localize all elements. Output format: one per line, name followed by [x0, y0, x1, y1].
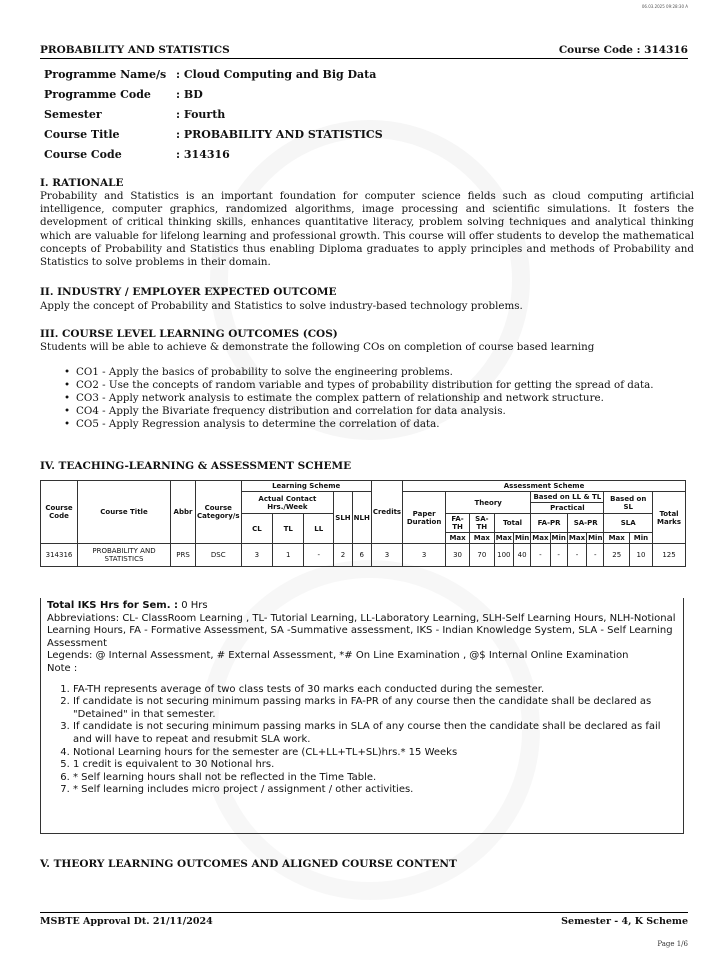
- info-row: [44, 124, 383, 144]
- info-row: [44, 64, 383, 84]
- table-cell: 2: [334, 544, 352, 567]
- list-item: 3. If candidate is not securing minimum passing marks in SLA of any course then the candidate shall be declared as fail and will have to repeat and resubmit SLA work.: [73, 721, 681, 746]
- info-key: Course Code: [44, 147, 122, 161]
- list-item: • CO1 - Apply the basics of probability to solve the engineering problems.: [64, 366, 694, 379]
- info-row: [44, 144, 383, 164]
- col-header: SLH: [334, 492, 352, 544]
- section5-heading: V. THEORY LEARNING OUTCOMES AND ALIGNED COURSE CONTENT: [40, 858, 457, 870]
- list-item: 2. If candidate is not securing minimum passing marks in FA-PR of any course then the candidate shall be declared as "Detained" in that semester.: [73, 696, 681, 721]
- iks-value: 0 Hrs: [178, 600, 208, 611]
- header-title: PROBABILITY AND STATISTICS: [40, 44, 230, 56]
- col-header: Max: [469, 533, 494, 544]
- table-cell: -: [531, 544, 550, 567]
- list-item: 7. * Self learning includes micro project / assignment / other activities.: [73, 784, 681, 797]
- info-key: Semester: [44, 107, 102, 121]
- footer-semester: Semester - 4, K Scheme: [561, 916, 688, 927]
- scheme-heading: IV. TEACHING-LEARNING & ASSESSMENT SCHEME: [40, 460, 352, 472]
- table-cell: DSC: [196, 544, 242, 567]
- table-cell: 25: [604, 544, 629, 567]
- table-cell: 3: [371, 544, 402, 567]
- col-header: Min: [514, 534, 530, 542]
- list-item: 1. FA-TH represents average of two class tests of 30 marks each conducted during the semester.: [73, 684, 681, 697]
- legends: Legends: @ Internal Assessment, # External Assessment, *# On Line Examination , @$ Internal Online Examination: [47, 650, 629, 662]
- note-label: Note :: [47, 662, 78, 674]
- col-header: Actual Contact Hrs./Week: [241, 492, 334, 514]
- col-header: Min: [629, 533, 652, 544]
- info-value: : Fourth: [176, 107, 226, 121]
- table-row: [41, 544, 686, 567]
- col-header: CL: [241, 514, 273, 544]
- col-header: FA-PR: [531, 514, 568, 533]
- info-value: : PROBABILITY AND STATISTICS: [176, 127, 383, 141]
- col-header: Theory: [446, 492, 531, 514]
- list-item: • CO3 - Apply network analysis to estimate the complex pattern of relationship and network structure.: [64, 392, 694, 405]
- list-item: 6. * Self learning hours shall not be reflected in the Time Table.: [73, 772, 681, 785]
- info-key: Course Title: [44, 127, 120, 141]
- table-cell: 3: [403, 544, 446, 567]
- table-cell: 10: [629, 544, 652, 567]
- table-cell: 125: [653, 544, 686, 567]
- col-header: Max: [446, 533, 470, 544]
- table-cell: 6: [352, 544, 371, 567]
- col-header: Assessment Scheme: [403, 481, 686, 492]
- table-cell: 314316: [41, 544, 78, 567]
- timestamp: 06.03.2025 09:28:30 A: [641, 4, 688, 9]
- col-header: Max: [532, 534, 549, 542]
- list-item: • CO5 - Apply Regression analysis to determine the correlation of data.: [64, 418, 694, 431]
- col-header: SA-TH: [469, 514, 494, 533]
- col-header: Max: [604, 533, 629, 544]
- page-footer: [40, 912, 688, 927]
- col-header: NLH: [352, 492, 371, 544]
- notes-list: [47, 684, 681, 797]
- col-header: Total: [494, 514, 531, 533]
- col-header: Max: [495, 534, 512, 542]
- col-header: Learning Scheme: [241, 481, 371, 492]
- cos-heading: III. COURSE LEVEL LEARNING OUTCOMES (COS): [40, 328, 338, 340]
- col-header: SLA: [604, 514, 653, 533]
- table-cell: PRS: [171, 544, 196, 567]
- footer-approval: MSBTE Approval Dt. 21/11/2024: [40, 916, 213, 927]
- list-item: • CO4 - Apply the Bivariate frequency distribution and correlation for data analysis.: [64, 405, 694, 418]
- col-header: FA-TH: [446, 514, 470, 533]
- info-row: [44, 84, 383, 104]
- info-key: Programme Code: [44, 87, 151, 101]
- course-info-table: [44, 64, 383, 164]
- header-course-code: Course Code : 314316: [558, 44, 688, 56]
- list-item: 4. Notional Learning hours for the semester are (CL+LL+TL+SL)hrs.* 15 Weeks: [73, 747, 681, 760]
- col-header: Min: [588, 534, 603, 542]
- info-value: : BD: [176, 87, 203, 101]
- rationale-heading: I. RATIONALE: [40, 177, 124, 189]
- co-list: [64, 366, 694, 431]
- table-cell: 40: [513, 544, 530, 567]
- col-header: Based on SL: [604, 492, 653, 514]
- table-cell: 100: [494, 544, 513, 567]
- iks-label: Total IKS Hrs for Sem. :: [47, 600, 179, 611]
- info-row: [44, 104, 383, 124]
- col-header: Abbr: [171, 481, 196, 544]
- table-cell: 3: [241, 544, 273, 567]
- scheme-notes: [40, 598, 684, 834]
- col-header: Practical: [531, 503, 604, 514]
- table-cell: -: [304, 544, 334, 567]
- col-header: SA-PR: [567, 514, 604, 533]
- page-header: [40, 44, 688, 59]
- teaching-assessment-table: [40, 480, 686, 567]
- info-value: : Cloud Computing and Big Data: [176, 67, 377, 81]
- iks-hours: [47, 600, 681, 613]
- table-cell: 70: [469, 544, 494, 567]
- abbreviations: Abbreviations: CL- ClassRoom Learning , TL- Tutorial Learning, LL-Laboratory Learning, SLH-Self Learning Hours, NLH-Notional Learning Hours, FA - Formative Assessment, SA -Summative assessment, IKS - Indian Knowledge System, SLA - Self Learning Assessment: [47, 612, 676, 649]
- col-header: Credits: [371, 481, 402, 544]
- industry-heading: II. INDUSTRY / EMPLOYER EXPECTED OUTCOME: [40, 286, 337, 298]
- table-cell: PROBABILITY AND STATISTICS: [78, 544, 171, 567]
- col-header: Course Category/s: [196, 481, 242, 544]
- col-header: LL: [304, 514, 334, 544]
- list-item: 5. 1 credit is equivalent to 30 Notional hrs.: [73, 759, 681, 772]
- table-cell: 1: [273, 544, 304, 567]
- col-header: Course Code: [41, 481, 78, 544]
- col-header: TL: [273, 514, 304, 544]
- info-key: Programme Name/s: [44, 67, 167, 81]
- industry-text: Apply the concept of Probability and Statistics to solve industry-based technology problems.: [40, 300, 523, 312]
- page-number: Page 1/6: [657, 940, 688, 948]
- info-value: : 314316: [176, 147, 230, 161]
- cos-intro: Students will be able to achieve & demonstrate the following COs on completion of course based learning: [40, 341, 595, 353]
- table-cell: 30: [446, 544, 470, 567]
- col-header: Total Marks: [653, 492, 686, 544]
- col-header: Paper Duration: [403, 492, 446, 544]
- table-cell: -: [550, 544, 567, 567]
- table-cell: -: [567, 544, 586, 567]
- col-header: Max: [568, 534, 586, 542]
- col-header: Course Title: [78, 481, 171, 544]
- list-item: • CO2 - Use the concepts of random variable and types of probability distribution for getting the spread of data.: [64, 379, 694, 392]
- rationale-text: Probability and Statistics is an important foundation for computer science fields such as cloud computing artificial intelligence, computer graphics, randomized algorithms, image processing and scientific simulations. It fosters the development of critical thinking skills, enhances quantitative literacy, problem solving techniques and analytical thinking which are valuable for lifelong learning and professional growth. This course will offer students to develop the mathematical concepts of Probability and Statistics thus enabling Diploma graduates to apply principles and methods of Probability and Statistics to solve problems in their domain.: [40, 190, 694, 269]
- table-cell: -: [587, 544, 604, 567]
- col-header: Based on LL & TL: [531, 492, 604, 503]
- col-header: Min: [551, 534, 566, 542]
